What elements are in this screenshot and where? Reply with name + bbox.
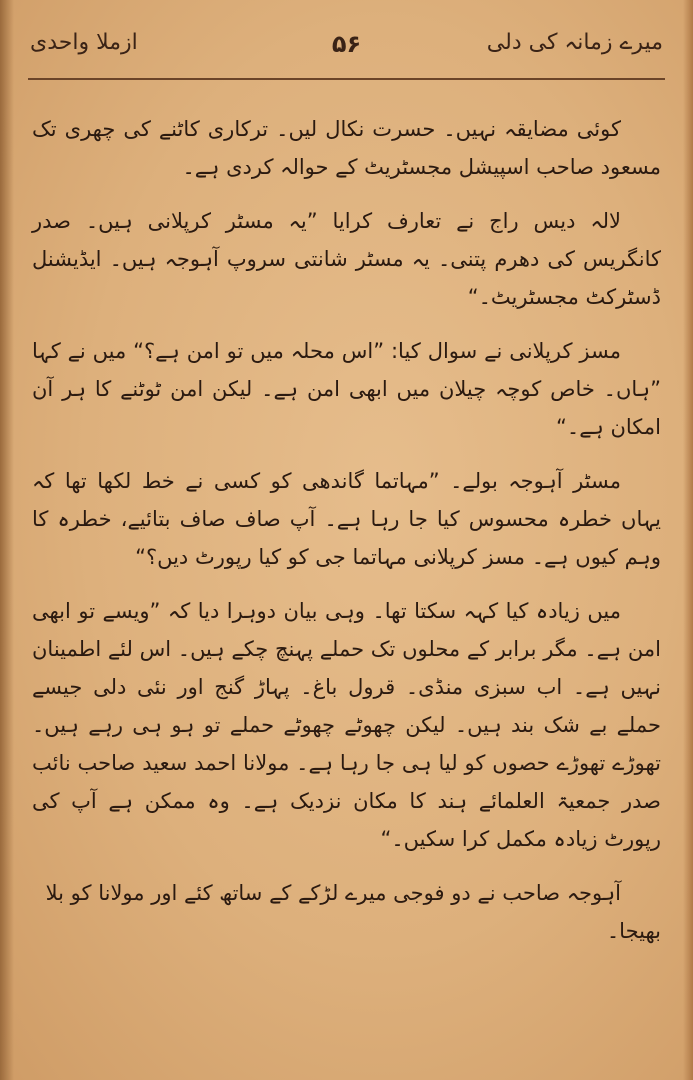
paragraph-4: مسٹر آہوجہ بولے۔ ”مہاتما گاندھی کو کسی نے خط لکھا تھا کہ یہاں خطرہ محسوس کیا جا رہا ہے۔ آپ صاف صاف بتائیے، خطرہ کا وہم کیوں ہے۔ مسز کرپلانی مہاتما جی کو کیا رپورٹ دیں؟“ bbox=[32, 469, 661, 569]
paragraph-2: لالہ دیس راج نے تعارف کرایا ”یہ مسٹر کرپلانی ہیں۔ صدر کانگریس کی دھرم پتنی۔ یہ مسٹر شانتی سروپ آہوجہ ہیں۔ ایڈیشنل ڈسٹرکٹ مجسٹریٹ۔“ bbox=[32, 209, 661, 309]
author-name: ازملا واحدی bbox=[30, 30, 138, 55]
header-rule bbox=[28, 78, 665, 80]
book-title: میرے زمانہ کی دلی bbox=[486, 30, 663, 55]
running-header bbox=[30, 30, 663, 70]
page-body bbox=[32, 110, 661, 966]
page-number: ۵۶ bbox=[331, 30, 362, 58]
paragraph-3: مسز کرپلانی نے سوال کیا: ”اس محلہ میں تو امن ہے؟“ میں نے کہا ”ہاں۔ خاص کوچہ چیلان میں ابھی امن ہے۔ لیکن امن ٹوٹنے کا ہر آن امکان ہے۔“ bbox=[32, 339, 661, 439]
paragraph-6: آہوجہ صاحب نے دو فوجی میرے لڑکے کے ساتھ کئے اور مولانا کو بلا بھیجا۔ bbox=[45, 881, 661, 943]
paragraph-5: میں زیادہ کیا کہہ سکتا تھا۔ وہی بیان دوہرا دیا کہ ”ویسے تو ابھی امن ہے۔ مگر برابر کے محلوں تک حملے پہنچ چکے ہیں۔ اس لئے اطمینان نہیں ہے۔ اب سبزی منڈی۔ قرول باغ۔ پہاڑ گنج اور نئی دلی جیسے حملے بے شک بند ہیں۔ لیکن چھوٹے چھوٹے حملے تو ہو ہی رہے ہیں۔ تھوڑے تھوڑے حصوں کو لیا ہی جا رہا ہے۔ مولانا احمد سعید صاحب نائب صدر جمعیۃ العلمائے ہند کا مکان نزدیک ہے۔ وہ ممکن ہے آپ کی رپورٹ زیادہ مکمل کرا سکیں۔“ bbox=[32, 599, 661, 851]
paragraph-1: کوئی مضایقہ نہیں۔ حسرت نکال لیں۔ ترکاری کاٹنے کی چھری تک مسعود صاحب اسپیشل مجسٹریٹ کے حوالہ کردی ہے۔ bbox=[32, 117, 661, 179]
